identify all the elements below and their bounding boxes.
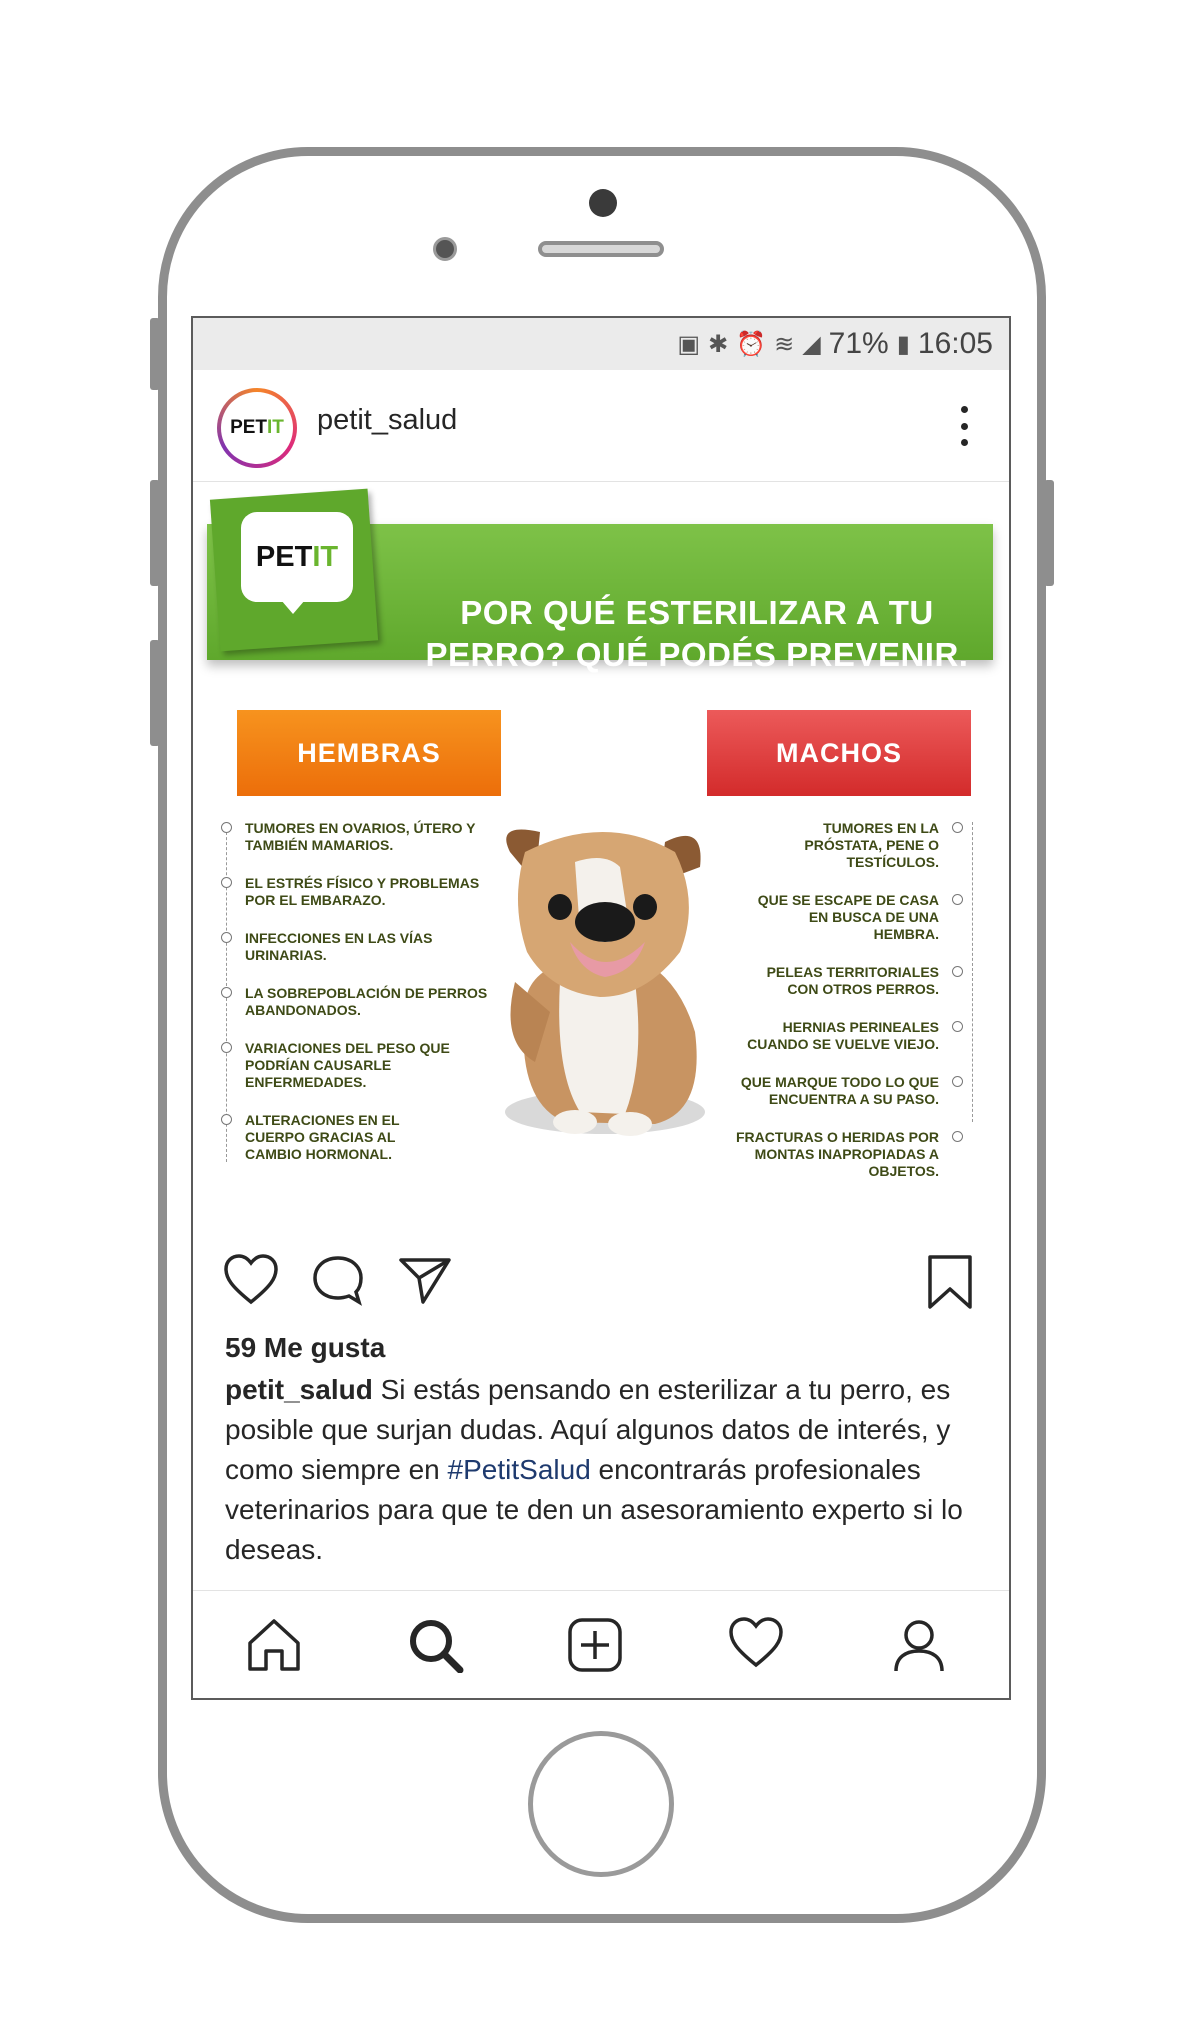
sim-icon: ▣ — [677, 330, 701, 358]
male-item: PELEAS TERRITORIALES CON OTROS PERROS. — [693, 964, 963, 998]
logo-speech-tail — [281, 600, 305, 614]
alarm-icon: ⏰ — [736, 330, 767, 358]
female-item: INFECCIONES EN LAS VÍAS URINARIAS. — [221, 930, 491, 964]
mute-switch — [150, 318, 160, 390]
wifi-icon: ≋ — [774, 330, 795, 358]
battery-percent: 71% — [828, 327, 889, 360]
post-actions — [193, 1242, 1009, 1322]
comment-icon[interactable] — [311, 1254, 365, 1306]
avatar-logo — [221, 392, 293, 464]
bottom-navigation — [193, 1590, 1009, 1700]
search-icon[interactable] — [407, 1617, 465, 1673]
activity-heart-icon[interactable] — [727, 1617, 785, 1669]
volume-up-button — [150, 480, 160, 586]
male-label: MACHOS — [707, 710, 971, 796]
power-button — [1044, 480, 1054, 586]
infographic-title — [407, 592, 987, 676]
send-icon[interactable] — [397, 1254, 453, 1306]
caption-text: Si estás pensando en esterilizar a tu perro, es posible que surjan dudas. Aquí algunos datos de interés, y como siempre en — [225, 1374, 951, 1485]
proximity-sensor — [433, 237, 457, 261]
post-header — [193, 370, 1009, 482]
female-item: EL ESTRÉS FÍSICO Y PROBLEMAS POR EL EMBARAZO. — [221, 875, 491, 909]
avatar[interactable] — [217, 388, 297, 468]
caption-username[interactable]: petit_salud — [225, 1374, 373, 1405]
female-item: ALTERACIONES EN EL CUERPO GRACIAS AL CAMBIO HORMONAL. — [221, 1112, 491, 1163]
post-caption — [225, 1370, 985, 1570]
male-item: TUMORES EN LA PRÓSTATA, PENE O TESTÍCULOS. — [693, 820, 963, 871]
home-button[interactable] — [528, 1731, 674, 1877]
more-options-icon[interactable] — [961, 406, 969, 446]
bulldog-illustration — [455, 812, 755, 1152]
banner-logo-text: PET — [255, 540, 313, 573]
female-list — [221, 820, 491, 1163]
post-username[interactable]: petit_salud — [317, 404, 458, 436]
heart-icon[interactable] — [223, 1254, 279, 1306]
title-line-2: PERRO? QUÉ PODÉS PREVENIR. — [425, 636, 969, 673]
caption-hashtag[interactable]: #PetitSalud — [447, 1454, 591, 1485]
add-post-icon[interactable] — [567, 1617, 623, 1673]
screen — [191, 316, 1011, 1700]
home-icon[interactable] — [245, 1617, 303, 1673]
bluetooth-icon: ✱ — [708, 330, 729, 358]
female-label: HEMBRAS — [237, 710, 501, 796]
caption-text-end: encontrarás profesionales veterinarios para que te den un asesoramiento experto si lo deseas. — [225, 1454, 963, 1565]
profile-icon[interactable] — [891, 1617, 947, 1673]
status-bar — [193, 318, 1009, 370]
avatar-logo-text: PET — [230, 417, 268, 438]
banner-logo-accent: IT — [312, 540, 339, 573]
male-item: QUE SE ESCAPE DE CASA EN BUSCA DE UNA HEMBRA. — [693, 892, 963, 943]
bookmark-icon[interactable] — [925, 1254, 975, 1310]
clock: 16:05 — [917, 327, 993, 360]
male-item: QUE MARQUE TODO LO QUE ENCUENTRA A SU PASO. — [693, 1074, 963, 1108]
male-list-line — [972, 822, 973, 1122]
earpiece-speaker — [538, 241, 664, 257]
female-item: LA SOBREPOBLACIÓN DE PERROS ABANDONADOS. — [221, 985, 491, 1019]
male-item: HERNIAS PERINEALES CUANDO SE VUELVE VIEJO. — [693, 1019, 963, 1053]
avatar-logo-accent: IT — [267, 417, 284, 438]
banner-logo — [241, 512, 353, 602]
volume-down-button — [150, 640, 160, 746]
male-item: FRACTURAS O HERIDAS POR MONTAS INAPROPIADAS A OBJETOS. — [693, 1129, 963, 1180]
post-image[interactable] — [193, 482, 1009, 1242]
front-camera — [589, 189, 617, 217]
battery-icon: ▮ — [896, 330, 910, 358]
female-item: VARIACIONES DEL PESO QUE PODRÍAN CAUSARLE ENFERMEDADES. — [221, 1040, 491, 1091]
female-item: TUMORES EN OVARIOS, ÚTERO Y TAMBIÉN MAMARIOS. — [221, 820, 491, 854]
signal-icon: ◢ — [802, 330, 821, 358]
title-line-1: POR QUÉ ESTERILIZAR A TU — [460, 594, 934, 631]
like-count[interactable]: 59 Me gusta — [225, 1332, 386, 1363]
